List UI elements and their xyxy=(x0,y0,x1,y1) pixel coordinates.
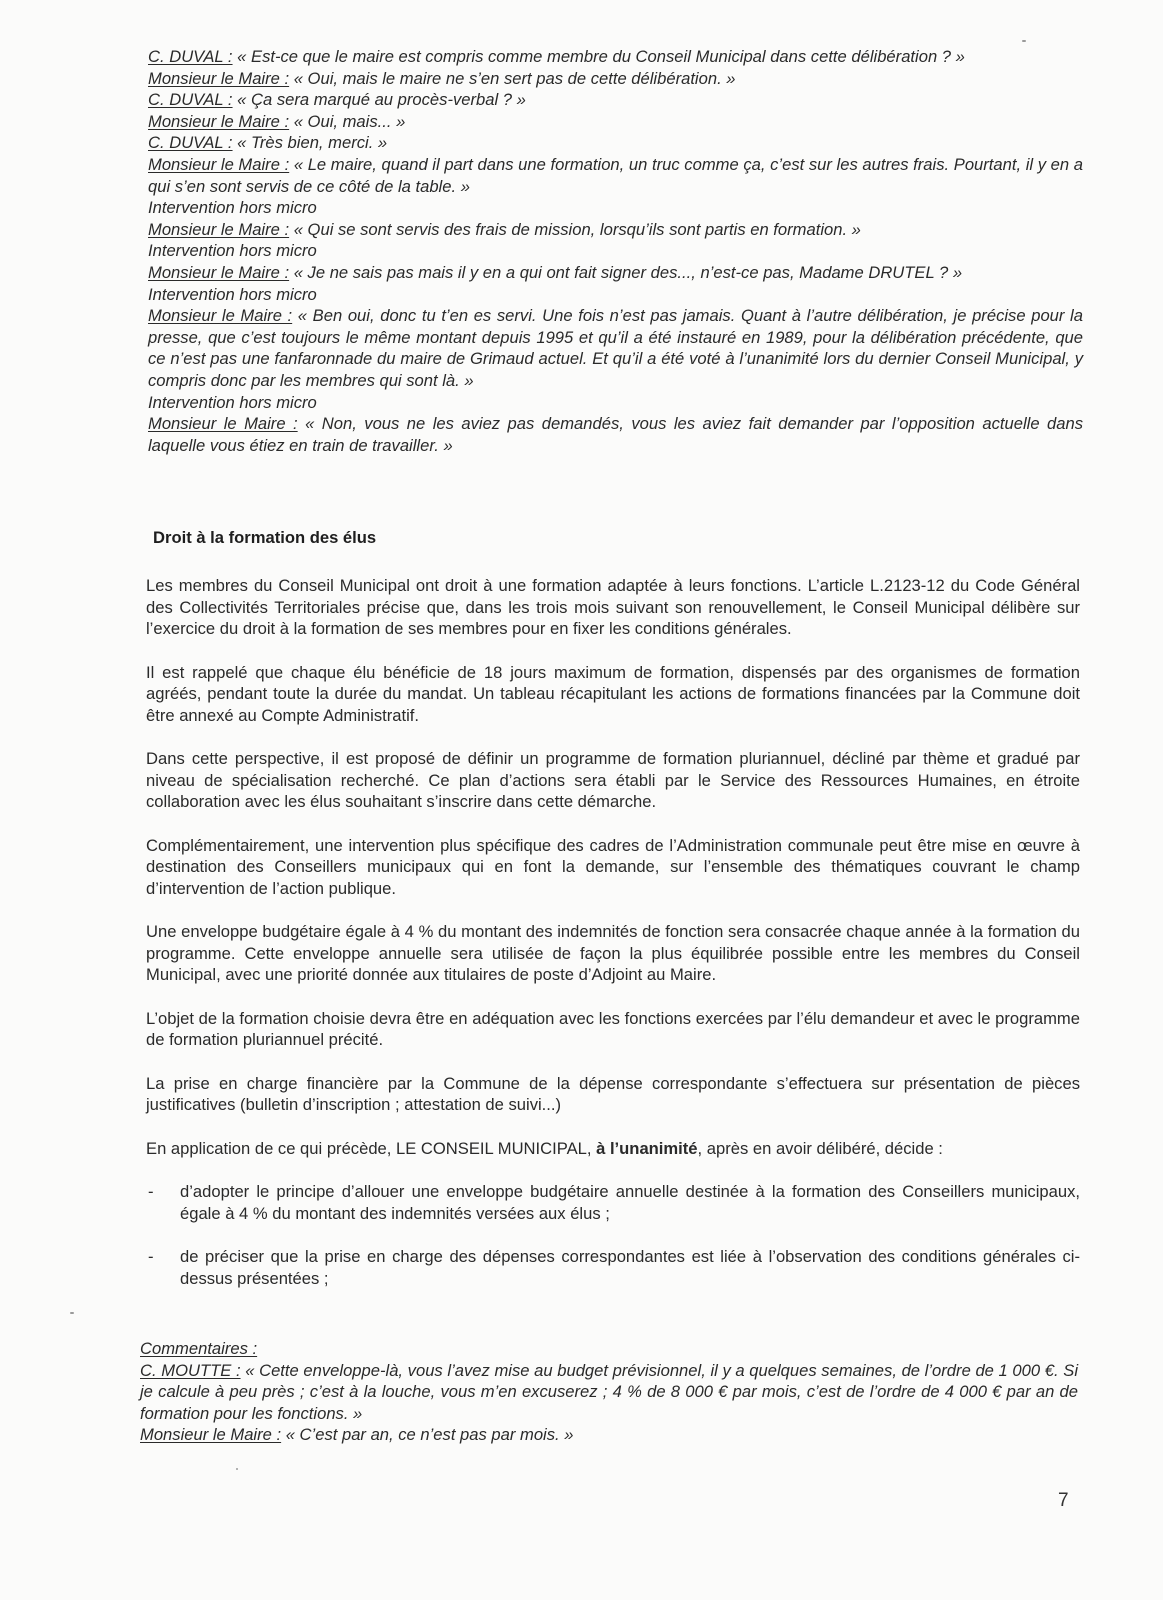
speech-text: « Le maire, quand il part dans une formation, un truc comme ça, c’est sur les autres frais. Pourtant, il y en a qui s’en sont servis de ce côté de la table. » xyxy=(148,154,1083,196)
transcript-line xyxy=(148,89,1083,111)
transcript-line xyxy=(148,392,1083,414)
speech-text: Intervention hors micro xyxy=(148,284,317,304)
dash-marker: - xyxy=(148,1247,154,1266)
transcript-line xyxy=(148,197,1083,219)
transcript-line xyxy=(148,240,1083,262)
transcript-line xyxy=(148,262,1083,284)
section-title: Droit à la formation des élus xyxy=(153,528,377,547)
transcript-line xyxy=(148,111,1083,133)
transcript-line xyxy=(148,413,1083,456)
speech-text: Intervention hors micro xyxy=(148,198,317,218)
speech-text: Intervention hors micro xyxy=(148,392,317,412)
speech-text: « Je ne sais pas mais il y en a qui ont fait signer des..., n’est-ce pas, Madame DRUTEL ? » xyxy=(289,262,963,282)
comment-line xyxy=(140,1360,1078,1425)
scan-speck xyxy=(70,1312,74,1314)
paragraph: Les membres du Conseil Municipal ont droit à une formation adaptée à leurs fonctions. L’article L.2123-12 du Code Général des Collectivités Territoriales précise que, dans les trois mois suivant son renouvellement, le Conseil Municipal délibère sur l’exercice du droit à la formation de ses membres pour en fixer les conditions générales. xyxy=(146,576,1080,638)
speech-text: Intervention hors micro xyxy=(148,241,317,261)
speaker-name: C. DUVAL : xyxy=(148,133,233,153)
paragraph: L’objet de la formation choisie devra être en adéquation avec les fonctions exercées par l’élu demandeur et avec le programme de formation pluriannuel précité. xyxy=(146,1008,1080,1049)
speech-text: « Cette enveloppe-là, vous l’avez mise au budget prévisionnel, il y a quelques semaines, de l’ordre de 1 000 €. Si je calcule à peu près ; c’est à la louche, vous m’en excuserez ; 4 % de 8 000 € par mois, c’est de l’ordre de 4 000 € par an de formation pour les fonctions. » xyxy=(140,1360,1079,1423)
speech-text: « Oui, mais... » xyxy=(289,111,406,131)
section-body xyxy=(146,575,1080,1311)
scan-speck xyxy=(236,1468,238,1470)
paragraph: La prise en charge financière par la Commune de la dépense correspondante s’effectuera sur présentation de pièces justificatives (bulletin d’inscription ; attestation de suivi...) xyxy=(146,1073,1080,1114)
decision-statement xyxy=(146,1138,1080,1160)
decision-text: , après en avoir délibéré, décide : xyxy=(697,1138,943,1158)
speaker-name: Monsieur le Maire : xyxy=(148,68,290,88)
paragraph: Complémentairement, une intervention plus spécifique des cadres de l’Administration communale peut être mise en œuvre à destination des Conseillers municipaux qui en font la demande, sur l’ensemble des thématiques couvrant le champ d’intervention de l’action publique. xyxy=(146,835,1080,898)
transcript-line xyxy=(148,132,1083,154)
speaker-name: C. DUVAL : xyxy=(148,47,233,66)
speech-text: « Non, vous ne les aviez pas demandés, vous les aviez fait demander par l’opposition actuelle dans laquelle vous étiez en train de travailler. » xyxy=(148,414,1083,455)
speaker-name: C. MOUTTE : xyxy=(140,1360,241,1380)
transcript-block xyxy=(148,46,1083,456)
transcript-line xyxy=(148,305,1083,391)
decision-text: En application de ce qui précède, LE CONSEIL MUNICIPAL, xyxy=(146,1138,597,1158)
speech-text: « Ça sera marqué au procès-verbal ? » xyxy=(232,90,526,110)
speaker-name: C. DUVAL : xyxy=(148,90,233,110)
scan-speck xyxy=(1022,40,1026,42)
paragraph: Une enveloppe budgétaire égale à 4 % du montant des indemnités de fonction sera consacrée chaque année à la formation du programme. Cette enveloppe annuelle sera utilisée de façon la plus équilibrée possible entre les membres du Conseil Municipal, avec une priorité donnée aux titulaires de poste d’Adjoint au Maire. xyxy=(146,922,1080,984)
speaker-name: Monsieur le Maire : xyxy=(148,262,290,282)
speaker-name: Monsieur le Maire : xyxy=(148,111,290,131)
list-item-text: de préciser que la prise en charge des dépenses correspondantes est liée à l’observation des conditions générales ci-dessus présentées ; xyxy=(180,1247,1080,1288)
transcript-line xyxy=(148,284,1083,306)
speech-text: « Très bien, merci. » xyxy=(232,133,388,153)
transcript-line xyxy=(148,68,1083,90)
transcript-line xyxy=(148,46,1083,68)
speech-text: « Est-ce que le maire est compris comme membre du Conseil Municipal dans cette délibération ? » xyxy=(232,47,965,66)
speech-text: « Qui se sont servis des frais de mission, lorsqu’ils sont partis en formation. » xyxy=(289,219,861,239)
paragraph: Dans cette perspective, il est proposé de définir un programme de formation pluriannuel, décliné par thème et gradué par niveau de spécialisation recherché. Ce plan d’actions sera établi par le Service des Ressources Humaines, en étroite collaboration avec les élus souhaitant s’inscrire dans cette démarche. xyxy=(146,749,1080,811)
speaker-name: Monsieur le Maire : xyxy=(148,306,293,326)
decision-vote: à l’unanimité xyxy=(596,1138,698,1158)
paragraph: Il est rappelé que chaque élu bénéficie de 18 jours maximum de formation, dispensés par des organismes de formation agréés, pendant toute la durée du mandat. Un tableau récapitulant les actions de formations financées par la Commune doit être annexé au Compte Administratif. xyxy=(146,662,1080,725)
comments-label: Commentaires : xyxy=(140,1339,258,1358)
speaker-name: Monsieur le Maire : xyxy=(140,1425,282,1445)
transcript-line xyxy=(148,154,1083,197)
dash-marker: - xyxy=(148,1182,154,1201)
list-item xyxy=(146,1181,1080,1224)
transcript-line xyxy=(148,219,1083,241)
list-item xyxy=(146,1246,1080,1289)
speaker-name: Monsieur le Maire : xyxy=(148,154,290,174)
decision-list xyxy=(146,1181,1080,1289)
speaker-name: Monsieur le Maire : xyxy=(148,219,290,239)
speech-text: « Oui, mais le maire ne s’en sert pas de cette délibération. » xyxy=(289,68,736,88)
page-number: 7 xyxy=(1058,1490,1069,1511)
comments-block xyxy=(140,1338,1078,1446)
speech-text: « Ben oui, donc tu t’en es servi. Une fois n’est pas jamais. Quant à l’autre délibération, je précise pour la presse, que c’est toujours le même montant depuis 1995 et qu’il a été instauré en 1989, pour la délibération précédente, que ce n’est pas une fanfaronnade du maire de Grimaud actuel. Et qu’il a été voté à l’unanimité lors du dernier Conseil Municipal, y compris donc par les membres qui sont là. » xyxy=(148,306,1083,390)
comment-line xyxy=(140,1424,1078,1446)
speech-text: « C’est par an, ce n’est pas par mois. » xyxy=(281,1425,574,1445)
list-item-text: d’adopter le principe d’allouer une enveloppe budgétaire annuelle destinée à la formation des Conseillers municipaux, égale à 4 % du montant des indemnités versées aux élus ; xyxy=(180,1182,1080,1223)
speaker-name: Monsieur le Maire : xyxy=(148,414,298,434)
